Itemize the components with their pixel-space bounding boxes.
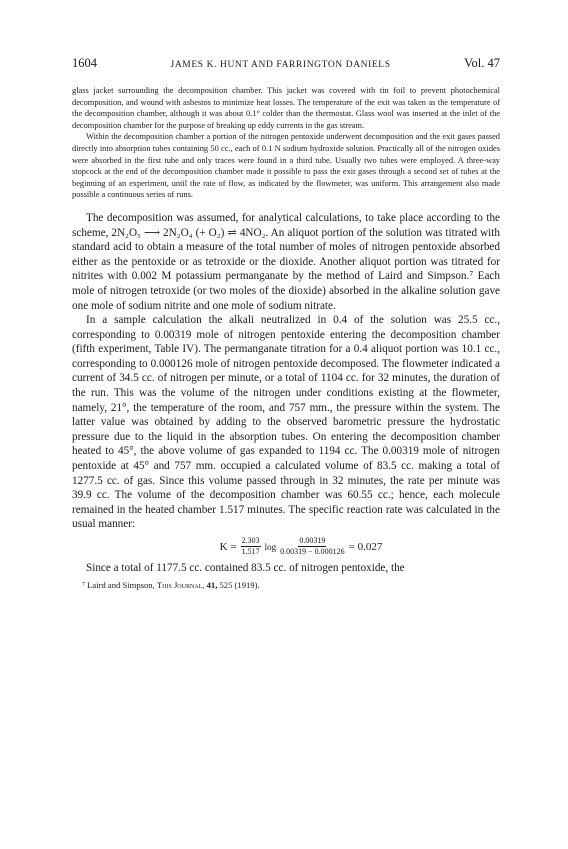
footnote-volume: 41, <box>206 579 218 590</box>
small-paragraph-2: Within the decomposition chamber a portion of the nitrogen pentoxide underwent decomposition and the exit gases passed directly into absorption tubes containing 50 cc., each of 0.1 N sodium hydroxide solution. Practically all of the nitrogen oxides were absorbed in the first tube and only traces were found in a third tube. Usually two tubes were employed. A three-way stopcock at the end of the decomposition chamber made it possible to pass the exit gases through a second set of tubes at the beginning of an experiment, until the rate of flow, as indicated by the flowmeter, was uniform. This arrangement also made possible a continuous series of runs. <box>72 132 500 200</box>
equation-lhs: K = <box>219 540 237 553</box>
footnote-journal: This Journal, <box>156 579 205 590</box>
small-paragraph-1: glass jacket surrounding the decomposition chamber. This jacket was covered with tin foil to prevent photochemical decomposition, and wound with asbestos to minimize heat losses. The temperature of the exit was taken as the temperature of the decomposition chamber, although it was about 0.1° colder than the thermostat. Glass wool was inserted at the inlet of the decomposition chamber for the purpose of breaking up eddy currents in the gas stream. <box>72 86 500 130</box>
volume-label: Vol. 47 <box>464 56 500 70</box>
body-paragraph-3: Since a total of 1177.5 cc. contained 83.5 cc. of nitrogen pentoxide, the <box>86 562 405 574</box>
equation-fraction-1 <box>241 536 261 557</box>
rate-equation <box>102 536 500 557</box>
footnote-marker: ⁷ <box>82 579 85 590</box>
page-number: 1604 <box>72 56 97 70</box>
body-paragraph-1: The decomposition was assumed, for analytical calculations, to take place according to the scheme, 2N₂O₅ ⟶ 2N₂O₄ (+ O₂) ⇌ 4NO₂. An aliquot portion of the solution was titrated with standard acid to obtain a measure of the total number of moles of nitrogen pentoxide absorbed either as the pentoxide or as tetroxide or the dioxide. Another aliquot portion was titrated for nitrites with 0.002 M potassium permanganate by the method of Laird and Simpson.⁷ Each mole of nitrogen tetroxide (or two moles of the dioxide) absorbed in the alkaline solution gave one mole of sodium nitrite and one mole of sodium nitrate. <box>72 211 500 312</box>
footnote <box>72 580 500 591</box>
fraction-2-denominator: 0.00319 − 0.000126 <box>280 547 345 556</box>
body-paragraph-2: In a sample calculation the alkali neutralized in 0.4 of the solution was 25.5 cc., corresponding to 0.00319 mole of nitrogen pentoxide entering the decomposition chamber (fifth experiment, Table IV). The permanganate titration for a 0.4 aliquot portion was 10.1 cc., corresponding to 0.000126 mole of nitrogen pentoxide decomposed. The flowmeter indicated a current of 34.5 cc. of nitrogen per minute, or a total of 1104 cc. for 32 minutes, the duration of the run. This was the volume of the nitrogen under conditions existing at the flowmeter, namely, 21°, the temperature of the room, and 757 mm., the pressure within the system. The latter value was obtained by adding to the observed barometric pressure the hydrostatic pressure due to the liquid in the absorption tubes. On entering the decomposition chamber heated to 45°, the above volume of gas expanded to 1194 cc. The 0.00319 mole of nitrogen pentoxide at 45° and 757 mm. occupied a calculated volume of 83.5 cc. making a total of 1277.5 cc. of gas. Since this volume passed through in 32 minutes, the rate per minute was 39.9 cc. The volume of the decomposition chamber was 60.55 cc.; hence, each molecule remained in the heated chamber 1.517 minutes. The specific reaction rate was calculated in the usual manner: <box>72 314 500 531</box>
equation-rhs: = 0.027 <box>348 540 383 553</box>
equation-fraction-2 <box>280 536 345 557</box>
footnote-authors: Laird and Simpson, <box>87 579 155 590</box>
fraction-2-numerator: 0.00319 <box>299 536 326 545</box>
running-head: JAMES K. HUNT AND FARRINGTON DANIELS <box>170 60 391 70</box>
page <box>72 56 500 591</box>
small-print-section <box>72 85 500 201</box>
page-header <box>72 56 500 71</box>
body-section <box>72 211 500 576</box>
fraction-1-denominator: 1.517 <box>241 547 260 556</box>
footnote-pages: 525 (1919). <box>219 579 260 590</box>
fraction-1-numerator: 2.303 <box>241 536 260 545</box>
equation-log: log <box>264 541 277 552</box>
